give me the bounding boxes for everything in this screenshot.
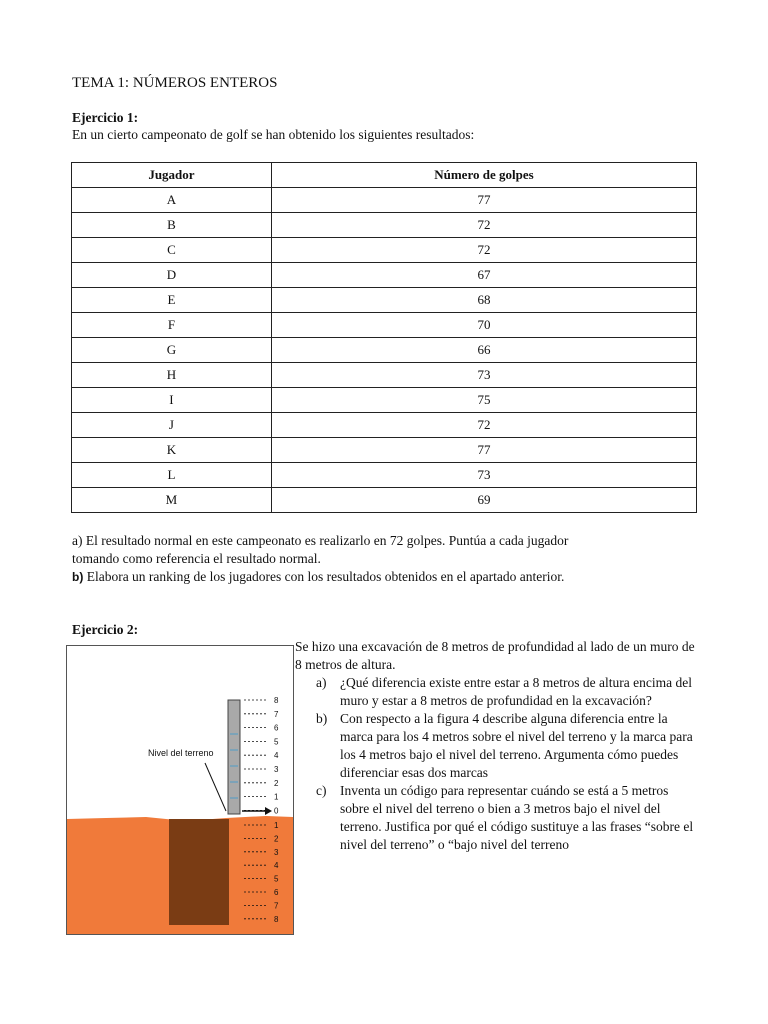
item-marker: b) — [316, 711, 328, 726]
item-marker: a) — [316, 675, 327, 690]
table-row — [72, 238, 697, 263]
item-text: ¿Qué diferencia existe entre estar a 8 metros de altura encima del muro y estar a 8 metros de profundidad en la excavación? — [340, 675, 692, 708]
strokes-cell: 70 — [271, 313, 696, 338]
list-item — [316, 674, 700, 710]
player-cell: H — [72, 363, 272, 388]
page-title: TEMA 1: NÚMEROS ENTEROS — [72, 75, 278, 91]
scale-above-label: 2 — [274, 778, 279, 788]
column-header-player: Jugador — [72, 163, 272, 188]
player-cell: K — [72, 438, 272, 463]
table-row — [72, 313, 697, 338]
table-row — [72, 413, 697, 438]
table-header-row — [72, 163, 697, 188]
table-row — [72, 388, 697, 413]
item-marker: c) — [316, 783, 327, 798]
player-cell: J — [72, 413, 272, 438]
table-row — [72, 363, 697, 388]
exercise1-intro: En un cierto campeonato de golf se han obtenido los siguientes resultados: — [72, 127, 475, 142]
exercise2-heading: Ejercicio 2: — [72, 622, 139, 637]
exercise1-heading: Ejercicio 1: — [72, 110, 139, 125]
table-row — [72, 188, 697, 213]
scale-below-label: 7 — [274, 901, 279, 911]
strokes-cell: 73 — [271, 463, 696, 488]
scale-below-label: 3 — [274, 847, 279, 857]
player-cell: L — [72, 463, 272, 488]
scale-below-label: 6 — [274, 888, 279, 897]
strokes-cell: 73 — [271, 363, 696, 388]
excavation-figure — [66, 645, 294, 935]
item-text: Inventa un código para representar cuándo se está a 5 metros sobre el nivel del terreno o bien a 3 metros bajo el nivel del terreno. Justifica por qué el código sustituye a las frases “sobre el nivel del terreno” o “bajo nivel del terreno — [340, 783, 694, 852]
table-row — [72, 463, 697, 488]
excavation-pit — [169, 819, 229, 925]
table-row — [72, 338, 697, 363]
strokes-cell: 77 — [271, 438, 696, 463]
table-row — [72, 288, 697, 313]
question-b — [72, 568, 592, 586]
wall — [228, 700, 240, 814]
scale-above-label: 3 — [274, 765, 279, 774]
table-row — [72, 438, 697, 463]
player-cell: A — [72, 188, 272, 213]
scale-above-label: 6 — [274, 723, 279, 733]
strokes-cell: 72 — [271, 413, 696, 438]
scale-above-label: 5 — [274, 737, 279, 747]
exercise2-intro: Se hizo una excavación de 8 metros de profundidad al lado de un muro de 8 metros de altura. — [295, 639, 695, 672]
exercise2-text — [295, 638, 700, 854]
table-row — [72, 213, 697, 238]
scale-below-label: 5 — [274, 874, 279, 884]
strokes-cell: 77 — [271, 188, 696, 213]
question-a: a) El resultado normal en este campeonato es realizarlo en 72 golpes. Puntúa a cada jugador tomando como referencia el resultado normal. — [72, 533, 569, 566]
scale-below-label: 4 — [274, 861, 279, 871]
player-cell: M — [72, 488, 272, 513]
scale-below-label: 8 — [274, 914, 279, 924]
scale-below-label: 1 — [274, 821, 279, 830]
table-row — [72, 488, 697, 513]
strokes-cell: 69 — [271, 488, 696, 513]
strokes-cell: 68 — [271, 288, 696, 313]
player-cell: B — [72, 213, 272, 238]
question-b-marker: b) — [72, 570, 84, 584]
column-header-strokes: Número de golpes — [271, 163, 696, 188]
question-b-text: Elabora un ranking de los jugadores con los resultados obtenidos en el apartado anterior. — [83, 569, 565, 584]
exercise2-questions — [295, 674, 700, 854]
list-item — [316, 710, 700, 782]
list-item — [316, 782, 700, 854]
player-cell: G — [72, 338, 272, 363]
strokes-cell: 67 — [271, 263, 696, 288]
player-cell: I — [72, 388, 272, 413]
scale-above-label: 7 — [274, 709, 279, 719]
scale-above-label: 4 — [274, 751, 279, 761]
player-cell: F — [72, 313, 272, 338]
golf-results-table — [71, 162, 697, 513]
strokes-cell: 66 — [271, 338, 696, 363]
ground-level-label: Nivel del terreno — [148, 748, 214, 758]
player-cell: D — [72, 263, 272, 288]
scale-below-label: 2 — [274, 834, 279, 844]
player-cell: E — [72, 288, 272, 313]
strokes-cell: 72 — [271, 238, 696, 263]
item-text: Con respecto a la figura 4 describe alguna diferencia entre la marca para los 4 metros sobre el nivel del terreno y la marca para los 4 metros bajo el nivel del terreno. Argumenta cómo puedes diferenciar esas dos marcas — [340, 711, 693, 780]
strokes-cell: 75 — [271, 388, 696, 413]
strokes-cell: 72 — [271, 213, 696, 238]
scale-above-label: 1 — [274, 792, 279, 802]
scale-above-label: 0 — [274, 806, 279, 816]
player-cell: C — [72, 238, 272, 263]
table-row — [72, 263, 697, 288]
scale-above-label: 8 — [274, 696, 279, 705]
